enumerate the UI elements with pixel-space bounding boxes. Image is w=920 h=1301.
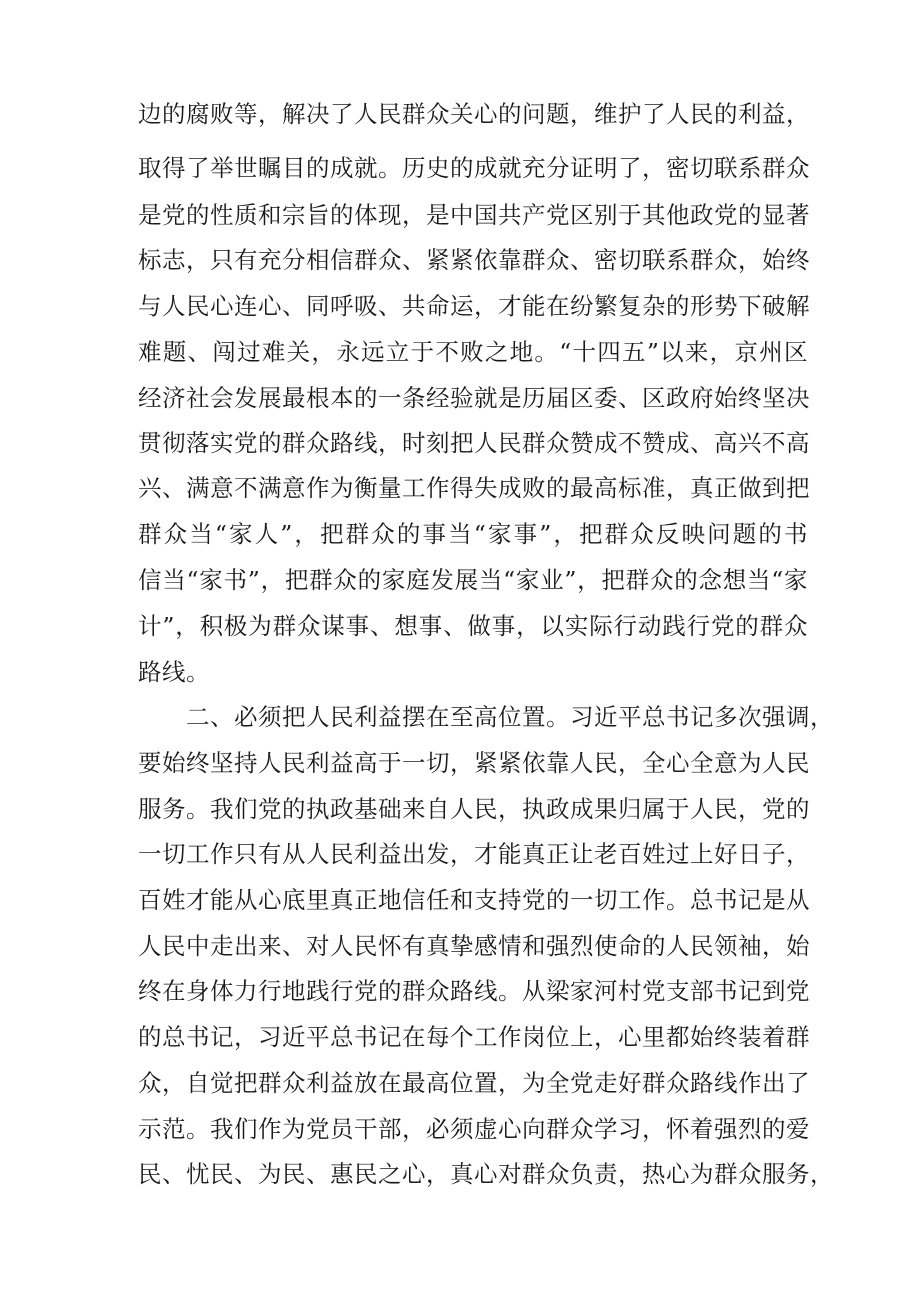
text-line: 要始终坚持人民利益高于一切，紧紧依靠人民，全心全意为人民: [138, 749, 810, 777]
text-line: 取得了举世瞩目的成就。历史的成就充分证明了，密切联系群众: [138, 154, 810, 182]
text-line: 群众当“家人”，把群众的事当“家事”，把群众反映问题的书: [138, 520, 808, 548]
text-line: 二、必须把人民利益摆在至高位置。习近平总书记多次强调，: [186, 703, 834, 731]
text-line: 难题、闯过难关，永远立于不败之地。“十四五”以来，京州区: [138, 338, 808, 366]
text-line: 路线。: [138, 658, 210, 686]
text-line: 一切工作只有从人民利益出发，才能真正让老百姓过上好日子，: [138, 840, 810, 868]
text-line: 民、忧民、为民、惠民之心，真心对群众负责，热心为群众服务，: [138, 1160, 834, 1188]
text-line: 信当“家书”，把群众的家庭发展当“家业”，把群众的念想当“家: [138, 566, 808, 594]
text-line: 兴、满意不满意作为衡量工作得失成败的最高标准，真正做到把: [138, 474, 810, 502]
text-line: 终在身体力行地践行党的群众路线。从梁家河村党支部书记到党: [138, 977, 810, 1005]
text-line: 是党的性质和宗旨的体现，是中国共产党区别于其他政党的显著: [138, 201, 810, 229]
text-line: 服务。我们党的执政基础来自人民，执政成果归属于人民，党的: [138, 795, 810, 823]
text-line: 人民中走出来、对人民怀有真挚感情和强烈使命的人民领袖，始: [138, 932, 810, 960]
text-line: 与人民心连心、同呼吸、共命运，才能在纷繁复杂的形势下破解: [138, 292, 810, 320]
text-line: 众，自觉把群众利益放在最高位置，为全党走好群众路线作出了: [138, 1069, 810, 1097]
text-line: 经济社会发展最根本的一条经验就是历届区委、区政府始终坚决: [138, 384, 810, 412]
text-line: 的总书记，习近平总书记在每个工作岗位上，心里都始终装着群: [138, 1023, 810, 1051]
text-line: 计”，积极为群众谋事、想事、做事，以实际行动践行党的群众: [138, 612, 808, 640]
text-line: 标志，只有充分相信群众、紧紧依靠群众、密切联系群众，始终: [138, 246, 810, 274]
text-line: 边的腐败等，解决了人民群众关心的问题，维护了人民的利益，: [138, 100, 810, 128]
text-line: 贯彻落实党的群众路线，时刻把人民群众赞成不赞成、高兴不高: [138, 429, 810, 457]
text-line: 示范。我们作为党员干部，必须虚心向群众学习，怀着强烈的爱: [138, 1115, 810, 1143]
text-line: 百姓才能从心底里真正地信任和支持党的一切工作。总书记是从: [138, 886, 810, 914]
